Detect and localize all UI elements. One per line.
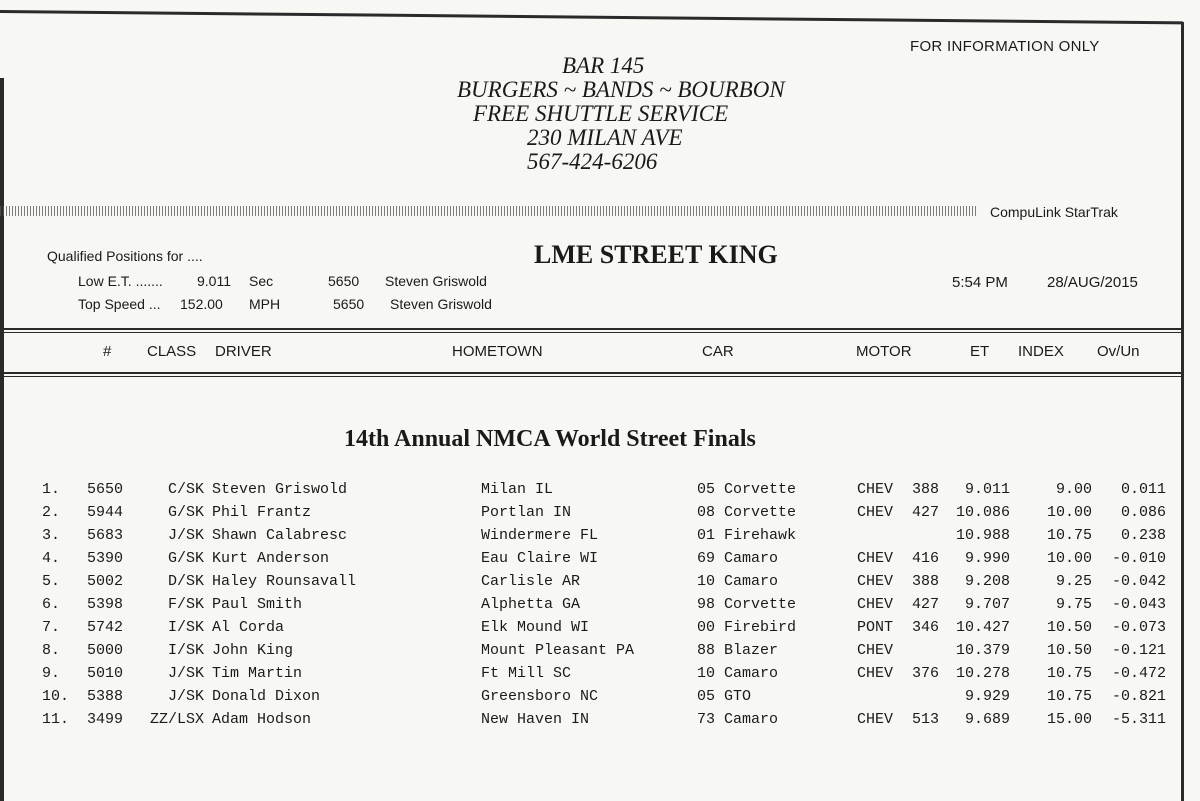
table-row [0,572,1200,595]
driver-cell: Adam Hodson [212,711,312,728]
et-cell: 9.990 [964,550,1010,567]
car-number-cell: 5388 [87,688,124,705]
ov-un-cell: -0.121 [1111,642,1166,659]
top-speed-label: Top Speed ... [78,296,161,312]
class-cell: J/SK [167,527,204,544]
brand-text: CompuLink StarTrak [990,204,1118,220]
table-row [0,618,1200,641]
position-cell: 10. [42,688,70,705]
motor-make-cell: CHEV [857,596,894,613]
ov-un-cell: -0.821 [1111,688,1166,705]
motor-cid-cell: 513 [911,711,939,728]
hometown-cell: Mount Pleasant PA [481,642,635,659]
car-cell: 05 GTO [697,688,752,705]
et-cell: 9.689 [964,711,1010,728]
car-number-cell: 5000 [87,642,124,659]
car-number-cell: 5742 [87,619,124,636]
index-cell: 10.75 [1046,527,1092,544]
car-number-cell: 5390 [87,550,124,567]
motor-cid-cell: 376 [911,665,939,682]
report-date: 28/AUG/2015 [1047,274,1138,291]
ov-un-cell: -0.042 [1111,573,1166,590]
car-cell: 98 Corvette [697,596,797,613]
class-cell: I/SK [167,642,204,659]
car-cell: 73 Camaro [697,711,779,728]
sheet-border-top [0,10,1183,24]
hometown-cell: Windermere FL [481,527,599,544]
et-cell: 9.011 [964,481,1010,498]
et-cell: 9.929 [964,688,1010,705]
low-et-label: Low E.T. ....... [78,273,163,289]
index-cell: 10.75 [1046,688,1092,705]
results-subtitle: 14th Annual NMCA World Street Finals [344,426,756,452]
ov-un-cell: -0.073 [1111,619,1166,636]
ov-un-cell: 0.086 [1120,504,1166,521]
hometown-cell: Elk Mound WI [481,619,590,636]
ov-un-cell: 0.238 [1120,527,1166,544]
car-number-cell: 5944 [87,504,124,521]
driver-cell: Tim Martin [212,665,303,682]
low-et-value: 9.011 [197,273,231,289]
motor-make-cell: CHEV [857,711,894,728]
top-speed-value: 152.00 [180,296,223,312]
position-cell: 3. [42,527,61,544]
class-cell: C/SK [167,481,204,498]
motor-make-cell: CHEV [857,573,894,590]
header-rule-top-inner [4,332,1181,333]
position-cell: 9. [42,665,61,682]
car-cell: 10 Camaro [697,665,779,682]
column-header-driver: DRIVER [215,343,272,360]
column-header-ov-un: Ov/Un [1097,343,1140,360]
table-row [0,710,1200,733]
car-cell: 00 Firebird [697,619,797,636]
column-header-class: CLASS [147,343,197,360]
qualified-label: Qualified Positions for .... [47,248,203,264]
motor-make-cell: CHEV [857,665,894,682]
position-cell: 4. [42,550,61,567]
ad-line-2: BURGERS ~ BANDS ~ BOURBON [457,77,785,102]
driver-cell: Haley Rounsavall [212,573,357,590]
index-cell: 15.00 [1046,711,1092,728]
motor-make-cell: CHEV [857,642,894,659]
car-number-cell: 5010 [87,665,124,682]
ad-line-5: 567-424-6206 [527,149,658,174]
ov-un-cell: -0.472 [1111,665,1166,682]
class-cell: G/SK [167,504,204,521]
position-cell: 8. [42,642,61,659]
hometown-cell: Portlan IN [481,504,572,521]
index-cell: 9.25 [1055,573,1092,590]
report-time: 5:54 PM [952,274,1008,291]
driver-cell: Paul Smith [212,596,303,613]
dotted-divider [0,206,976,216]
motor-make-cell: CHEV [857,481,894,498]
class-cell: I/SK [167,619,204,636]
ov-un-cell: -0.043 [1111,596,1166,613]
column-header-motor: MOTOR [856,343,912,360]
car-cell: 05 Corvette [697,481,797,498]
motor-cid-cell: 427 [911,596,939,613]
hometown-cell: Alphetta GA [481,596,581,613]
car-number-cell: 3499 [87,711,124,728]
car-number-cell: 5002 [87,573,124,590]
table-row [0,595,1200,618]
ad-line-1: BAR 145 [562,53,645,78]
driver-cell: Kurt Anderson [212,550,330,567]
hometown-cell: New Haven IN [481,711,590,728]
position-cell: 5. [42,573,61,590]
et-cell: 10.278 [955,665,1010,682]
position-cell: 6. [42,596,61,613]
driver-cell: Shawn Calabresc [212,527,348,544]
header-rule-bottom-inner [4,376,1181,377]
ad-line-3: FREE SHUTTLE SERVICE [473,101,729,126]
low-et-car-number: 5650 [328,273,360,289]
index-cell: 10.00 [1046,550,1092,567]
motor-make-cell: PONT [857,619,894,636]
table-row [0,503,1200,526]
et-cell: 10.379 [955,642,1010,659]
car-number-cell: 5398 [87,596,124,613]
ov-un-cell: -5.311 [1111,711,1166,728]
class-cell: D/SK [167,573,204,590]
ov-un-cell: -0.010 [1111,550,1166,567]
hometown-cell: Ft Mill SC [481,665,572,682]
hometown-cell: Greensboro NC [481,688,599,705]
low-et-unit: Sec [249,273,274,289]
header-rule-top [4,328,1181,330]
top-speed-unit: MPH [249,296,281,312]
car-number-cell: 5650 [87,481,124,498]
low-et-driver: Steven Griswold [385,273,487,289]
et-cell: 9.707 [964,596,1010,613]
motor-cid-cell: 416 [911,550,939,567]
class-cell: J/SK [167,688,204,705]
car-cell: 08 Corvette [697,504,797,521]
column-header-car: CAR [702,343,734,360]
driver-cell: Steven Griswold [212,481,348,498]
motor-cid-cell: 388 [911,573,939,590]
table-row [0,549,1200,572]
ov-un-cell: 0.011 [1120,481,1166,498]
et-cell: 10.427 [955,619,1010,636]
motor-make-cell: CHEV [857,550,894,567]
class-cell: F/SK [167,596,204,613]
car-cell: 01 Firehawk [697,527,797,544]
et-cell: 10.988 [955,527,1010,544]
notice-text: FOR INFORMATION ONLY [910,38,1100,55]
hometown-cell: Milan IL [481,481,554,498]
class-cell: ZZ/LSX [149,711,204,728]
position-cell: 2. [42,504,61,521]
position-cell: 11. [42,711,70,728]
car-cell: 10 Camaro [697,573,779,590]
header-rule-bottom [4,372,1181,374]
motor-cid-cell: 427 [911,504,939,521]
index-cell: 10.00 [1046,504,1092,521]
column-header-index: INDEX [1018,343,1064,360]
event-title: LME STREET KING [534,240,778,269]
table-row [0,664,1200,687]
column-header-et: ET [970,343,990,360]
car-cell: 88 Blazer [697,642,779,659]
column-header-number: # [103,343,112,360]
top-speed-car-number: 5650 [333,296,365,312]
et-cell: 9.208 [964,573,1010,590]
top-speed-driver: Steven Griswold [390,296,492,312]
motor-make-cell: CHEV [857,504,894,521]
table-row [0,526,1200,549]
et-cell: 10.086 [955,504,1010,521]
hometown-cell: Eau Claire WI [481,550,599,567]
position-cell: 1. [42,481,61,498]
column-header-hometown: HOMETOWN [452,343,543,360]
table-row [0,480,1200,503]
table-row [0,641,1200,664]
ad-line-4: 230 MILAN AVE [527,125,683,150]
motor-cid-cell: 388 [911,481,939,498]
hometown-cell: Carlisle AR [481,573,581,590]
driver-cell: Donald Dixon [212,688,321,705]
driver-cell: Al Corda [212,619,285,636]
class-cell: G/SK [167,550,204,567]
index-cell: 9.75 [1055,596,1092,613]
car-cell: 69 Camaro [697,550,779,567]
position-cell: 7. [42,619,61,636]
driver-cell: Phil Frantz [212,504,312,521]
class-cell: J/SK [167,665,204,682]
index-cell: 10.75 [1046,665,1092,682]
index-cell: 10.50 [1046,619,1092,636]
index-cell: 10.50 [1046,642,1092,659]
index-cell: 9.00 [1055,481,1092,498]
driver-cell: John King [212,642,294,659]
car-number-cell: 5683 [87,527,124,544]
table-row [0,687,1200,710]
motor-cid-cell: 346 [911,619,939,636]
